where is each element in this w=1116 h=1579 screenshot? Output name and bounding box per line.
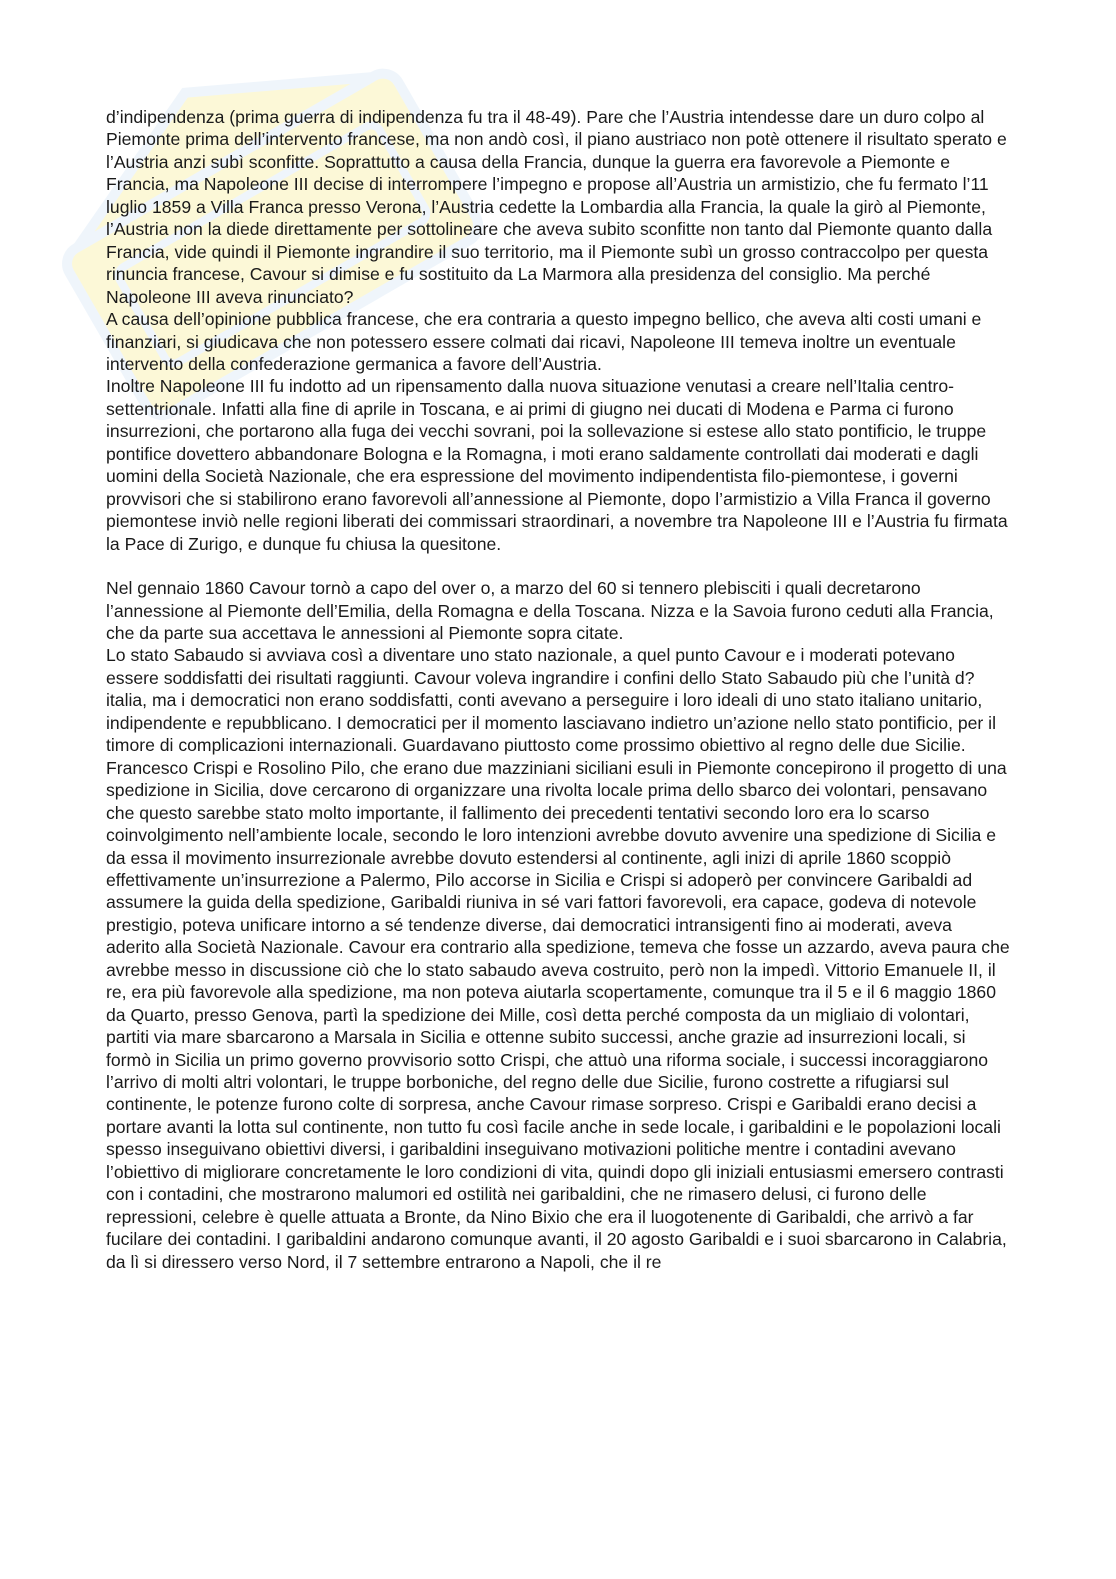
text-block: d’indipendenza (prima guerra di indipendenza fu tra il 48-49). Pare che l’Austria intendesse dare un duro colpo al Piemonte prima dell’intervento francese, ma non andò così, il piano austriaco non potè ottenere il risultato sperato e l’Austria anzi subì sconfitte. Soprattutto a causa della Francia, dunque la guerra era favorevole a Piemonte e Francia, ma Napoleone III decise di interrompere l’impegno e propose all’Austria un armistizio, che fu fermato l’11 luglio 1859 a Villa Franca presso Verona, l’Austria cedette la Lombardia alla Francia, la quale la girò al Piemonte, l’Austria non la diede direttamente per sottolineare che aveva subito sconfitte non tanto dal Piemonte quanto dalla Francia, vide quindi il Piemonte ingrandire il suo territorio, ma il Piemonte subì un grosso contraccolpo per questa rinuncia francese, Cavour si dimise e fu sostituito da La Marmora alla presidenza del consiglio. Ma perché Napoleone III aveva rinunciato? A causa dell’opinione pubblica francese, che era contraria a questo impegno bellico, che aveva alti costi umani e finanziari, si giudicava che non potessero essere colmati dai ricavi, Napoleone III temeva inoltre un eventuale intervento della confederazione germanica a favore dell’Austria. Inoltre Napoleone III fu indotto ad un ripensamento dalla nuova situazione venutasi a creare nell’Italia centro-settentrionale. Infatti alla fine di aprile in Toscana, e ai primi di giugno nei ducati di Modena e Parma ci furono insurrezioni, che portarono alla fuga dei vecchi sovrani, poi la sollevazione si estese allo stato pontificio, le truppe pontifice dovettero abbandonare Bologna e la Romagna, i moti erano saldamente controllati dai moderati e dagli uomini della Società Nazionale, che era espressione del movimento indipendentista filo-piemontese, i governi provvisori che si stabilirono erano favorevoli all’annessione al Piemonte, dopo l’armistizio a Villa Franca il governo piemontese inviò nelle regioni liberati dei commissari straordinari, a novembre tra Napoleone III e l’Austria fu firmata la Pace di Zurigo, e dunque fu chiusa la quesitone. (106, 107, 1008, 554)
paragraph-gap (106, 555, 1010, 577)
text-block: Nel gennaio 1860 Cavour tornò a capo del over o, a marzo del 60 si tennero plebisciti i quali decretarono l’annessione al Piemonte dell’Emilia, della Romagna e della Toscana. Nizza e la Savoia furono ceduti alla Francia, che da parte sua accettava le annessioni al Piemonte sopra citate. Lo stato Sabaudo si avviava così a diventare uno stato nazionale, a quel punto Cavour e i moderati potevano essere soddisfatti dei risultati raggiunti. Cavour voleva ingrandire i confini dello Stato Sabaudo più che l’unità d?italia, ma i democratici non erano soddisfatti, conti avevano a perseguire i loro ideali di uno stato italiano unitario, indipendente e repubblicano. I democratici per il momento lasciavano indietro un’azione nello stato pontificio, per il timore di complicazioni internazionali. Guardavano piuttosto come prossimo obiettivo al regno delle due Sicilie. Francesco Crispi e Rosolino Pilo, che erano due mazziniani siciliani esuli in Piemonte concepirono il progetto di una spedizione in Sicilia, dove cercarono di organizzare una rivolta locale prima dello sbarco dei volontari, pensavano che questo sarebbe stato molto importante, il fallimento dei precedenti tentativi secondo loro era lo scarso coinvolgimento nell’ambiente locale, secondo le loro intenzioni avrebbe dovuto avvenire una spedizione di Sicilia e da essa il movimento insurrezionale avrebbe dovuto estendersi al continente, agli inizi di aprile 1860 scoppiò effettivamente un’insurrezione a Palermo, Pilo accorse in Sicilia e Crispi si adoperò per convincere Garibaldi ad assumere la guida della spedizione, Garibaldi riuniva in sé vari fattori favorevoli, era capace, godeva di notevole prestigio, poteva unificare intorno a sé tendenze diverse, dai democratici intransigenti fino ai moderati, aveva aderito alla Società Nazionale. Cavour era contrario alla spedizione, temeva che fosse un azzardo, aveva paura che avrebbe messo in discussione ciò che lo stato sabaudo aveva costruito, però non la impedì. Vittorio Emanuele II, il re, era più favorevole alla spedizione, ma non poteva aiutarla scopertamente, comunque tra il 5 e il 6 maggio 1860 da Quarto, presso Genova, partì la spedizione dei Mille, così detta perché composta da un migliaio di volontari, partiti via mare sbarcarono a Marsala in Sicilia e ottenne subito successi, anche grazie ad insurrezioni locali, si formò in Sicilia un primo governo provvisorio sotto Crispi, che attuò una riforma sociale, i successi incoraggiarono l’arrivo di molti altri volontari, le truppe borboniche, del regno delle due Sicilie, furono costrette a rifugiarsi sul continente, le potenze furono colte di sorpresa, anche Cavour rimase sorpreso. Crispi e Garibaldi erano decisi a portare avanti la lotta sul continente, non tutto fu così facile anche in sede locale, i garibaldini e le popolazioni locali spesso inseguivano obiettivi diversi, i garibaldini inseguivano motivazioni politiche mentre i contadini avevano l’obiettivo di migliorare concretamente le loro condizioni di vita, quindi dopo gli iniziali entusiasmi emersero contrasti con i contadini, che mostrarono malumori ed ostilità nei garibaldini, che ne rimasero delusi, ci furono delle repressioni, celebre è quelle attuata a Bronte, da Nino Bixio che era il luogotenente di Garibaldi, che arrivò a far fucilare dei contadini. I garibaldini andarono comunque avanti, il 20 agosto Garibaldi e i suoi sbarcarono in Calabria, da lì si diressero verso Nord, il 7 settembre entrarono a Napoli, che il re (106, 578, 1010, 1272)
document-body (106, 106, 1010, 1273)
